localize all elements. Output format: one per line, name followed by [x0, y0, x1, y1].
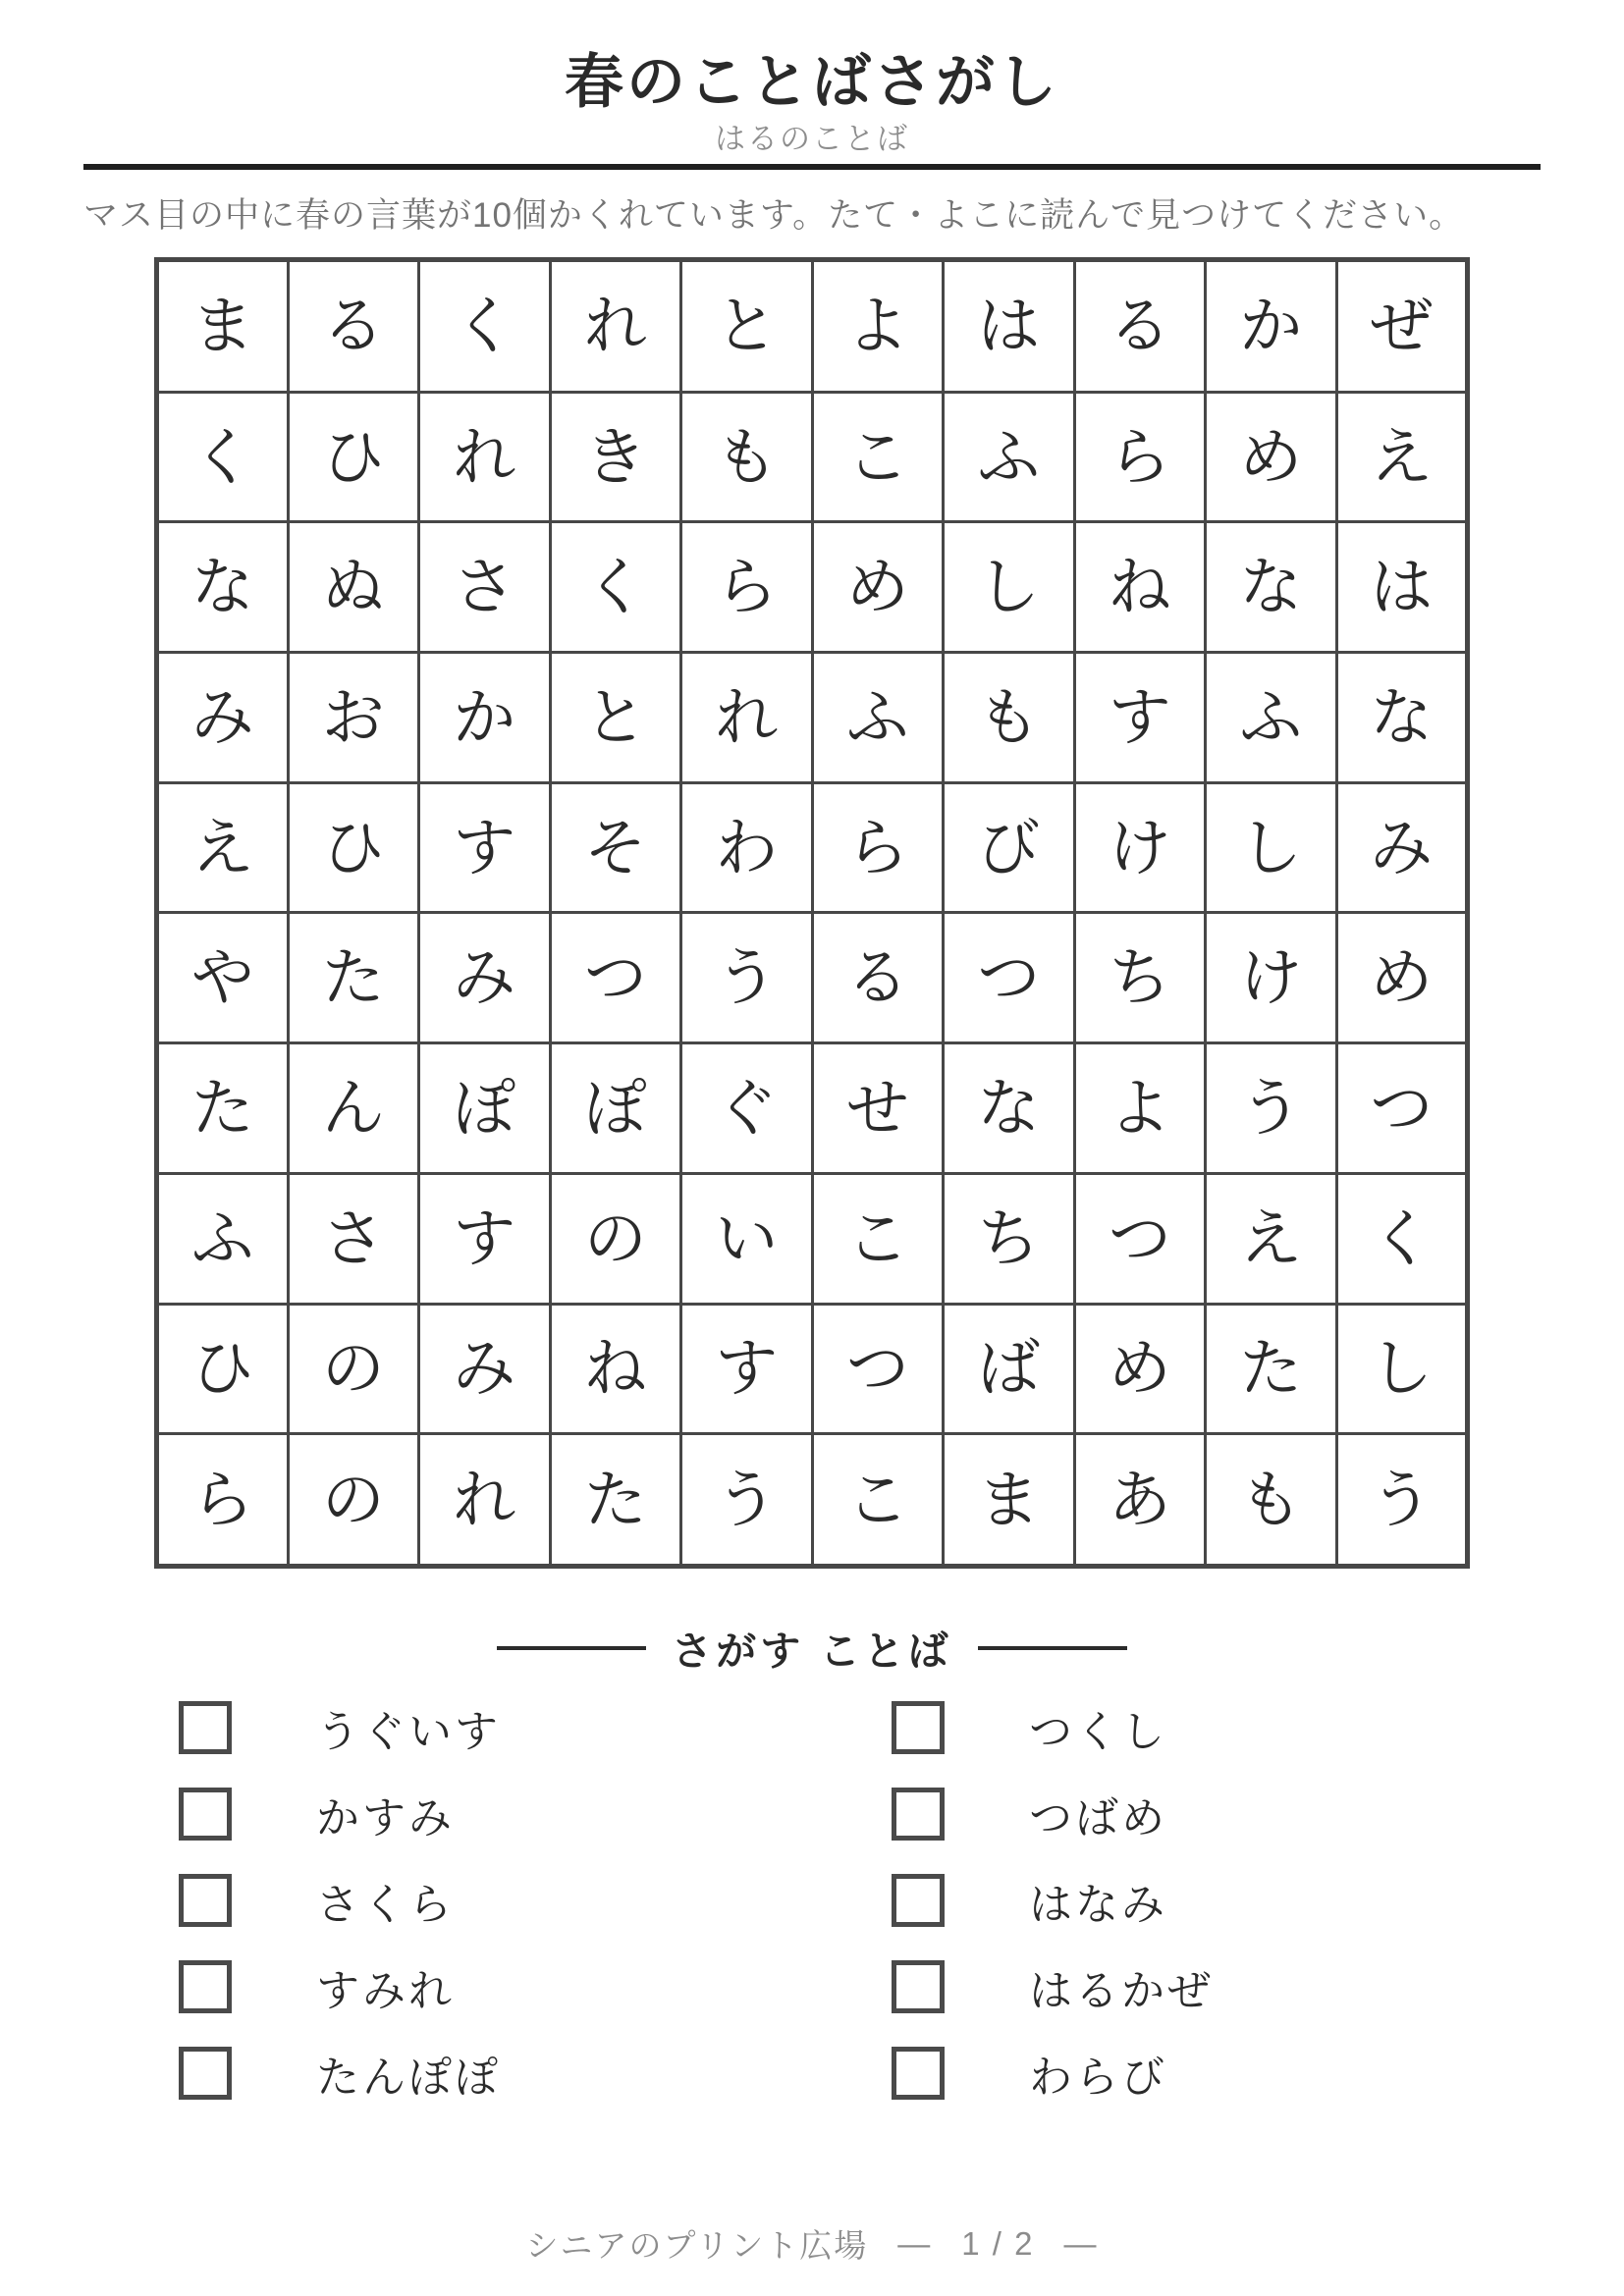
grid-cell[interactable]: る — [288, 260, 419, 393]
grid-cell[interactable]: み — [1336, 782, 1468, 913]
grid-cell[interactable]: ん — [288, 1043, 419, 1174]
grid-cell[interactable]: ふ — [944, 392, 1075, 522]
grid-cell[interactable]: つ — [812, 1304, 944, 1434]
grid-cell[interactable]: え — [1206, 1173, 1337, 1304]
grid-cell[interactable]: く — [550, 522, 681, 653]
grid-cell[interactable]: ぐ — [681, 1043, 813, 1174]
grid-cell[interactable]: ぬ — [288, 522, 419, 653]
grid-cell[interactable]: な — [157, 522, 289, 653]
grid-cell[interactable]: み — [157, 653, 289, 783]
word-list-item — [892, 1788, 1624, 1841]
grid-cell[interactable]: み — [419, 1304, 551, 1434]
grid-cell[interactable]: け — [1074, 782, 1206, 913]
grid-cell[interactable]: ふ — [812, 653, 944, 783]
grid-cell[interactable]: く — [157, 392, 289, 522]
grid-cell[interactable]: ら — [1074, 392, 1206, 522]
word-list-item — [179, 1960, 892, 2013]
heading-line-left — [497, 1646, 646, 1650]
grid-cell[interactable]: せ — [812, 1043, 944, 1174]
grid-cell[interactable]: さ — [419, 522, 551, 653]
grid-cell[interactable]: れ — [550, 260, 681, 393]
heading-line-right — [978, 1646, 1127, 1650]
grid-row — [157, 1434, 1468, 1567]
grid-cell[interactable]: れ — [419, 1434, 551, 1567]
footer-dash-left: — — [897, 2224, 933, 2262]
grid-cell[interactable]: さ — [288, 1173, 419, 1304]
grid-cell[interactable]: も — [681, 392, 813, 522]
word-label: はなみ — [1029, 1881, 1167, 1929]
grid-cell[interactable]: ぽ — [419, 1043, 551, 1174]
word-label: うぐいす — [316, 1708, 501, 1756]
grid-cell[interactable]: よ — [1074, 1043, 1206, 1174]
word-list-item — [179, 2047, 892, 2100]
grid-row — [157, 260, 1468, 393]
word-checkbox[interactable] — [892, 2047, 945, 2100]
grid-cell[interactable]: た — [157, 1043, 289, 1174]
page-title: 春のことばさがし — [565, 49, 1059, 115]
grid-cell[interactable]: る — [812, 913, 944, 1043]
grid-cell[interactable]: の — [288, 1434, 419, 1567]
grid-cell[interactable]: ら — [812, 782, 944, 913]
grid-cell[interactable]: そ — [550, 782, 681, 913]
grid-cell[interactable]: も — [944, 653, 1075, 783]
word-list-column-right — [892, 1701, 1624, 2133]
grid-cell[interactable]: め — [1206, 392, 1337, 522]
grid-cell[interactable]: え — [1336, 392, 1468, 522]
grid-cell[interactable]: か — [419, 653, 551, 783]
word-checkbox[interactable] — [179, 2047, 232, 2100]
grid-cell[interactable]: ら — [157, 1434, 289, 1567]
word-checkbox[interactable] — [179, 1788, 232, 1841]
word-list-item — [892, 1701, 1624, 1754]
word-list-column-left — [179, 1701, 892, 2133]
word-list-item — [179, 1788, 892, 1841]
word-checkbox[interactable] — [179, 1701, 232, 1754]
grid-cell[interactable]: な — [1336, 653, 1468, 783]
grid-cell[interactable]: ひ — [157, 1304, 289, 1434]
grid-row — [157, 913, 1468, 1043]
grid-cell[interactable]: た — [288, 913, 419, 1043]
grid-cell[interactable]: す — [419, 782, 551, 913]
grid-cell[interactable]: な — [944, 1043, 1075, 1174]
grid-cell[interactable]: み — [419, 913, 551, 1043]
word-checkbox[interactable] — [892, 1701, 945, 1754]
grid-row — [157, 1043, 1468, 1174]
word-label: さくら — [316, 1881, 455, 1929]
grid-cell[interactable]: あ — [1074, 1434, 1206, 1567]
word-checkbox[interactable] — [892, 1874, 945, 1927]
grid-cell[interactable]: つ — [1336, 1043, 1468, 1174]
word-label: かすみ — [316, 1794, 455, 1842]
grid-cell[interactable]: ま — [944, 1434, 1075, 1567]
grid-cell[interactable]: ひ — [288, 392, 419, 522]
word-checkbox[interactable] — [179, 1874, 232, 1927]
grid-cell[interactable]: ち — [1074, 913, 1206, 1043]
grid-cell[interactable]: ら — [681, 522, 813, 653]
header-divider — [83, 164, 1541, 170]
grid-cell[interactable]: は — [944, 260, 1075, 393]
grid-cell[interactable]: つ — [1074, 1173, 1206, 1304]
grid-row — [157, 782, 1468, 913]
footer-site-name: シニアのプリント広場 — [525, 2227, 869, 2264]
grid-cell[interactable]: ふ — [157, 1173, 289, 1304]
grid-cell[interactable]: と — [681, 260, 813, 393]
grid-row — [157, 522, 1468, 653]
grid-cell[interactable]: れ — [419, 392, 551, 522]
grid-cell[interactable]: た — [1206, 1304, 1337, 1434]
grid-cell[interactable]: わ — [681, 782, 813, 913]
grid-cell[interactable]: め — [1074, 1304, 1206, 1434]
grid-cell[interactable]: ば — [944, 1304, 1075, 1434]
grid-cell[interactable]: な — [1206, 522, 1337, 653]
grid-cell[interactable]: し — [944, 522, 1075, 653]
grid-row — [157, 1173, 1468, 1304]
word-label: すみれ — [316, 1967, 455, 2015]
grid-cell[interactable]: め — [812, 522, 944, 653]
grid-cell[interactable]: た — [550, 1434, 681, 1567]
word-label: わらび — [1029, 2054, 1167, 2102]
grid-cell[interactable]: お — [288, 653, 419, 783]
word-label: たんぽぽ — [316, 2054, 501, 2102]
grid-cell[interactable]: び — [944, 782, 1075, 913]
word-list-item — [892, 1874, 1624, 1927]
grid-cell[interactable]: け — [1206, 913, 1337, 1043]
word-list — [179, 1701, 1624, 2133]
search-words-header — [0, 1619, 1624, 1677]
word-list-item — [179, 1701, 892, 1754]
footer — [0, 2220, 1624, 2267]
search-words-heading: さがす ことば — [672, 1629, 952, 1674]
word-list-item — [179, 1874, 892, 1927]
footer-page-number: 1 / 2 — [961, 2224, 1035, 2262]
word-search-grid — [154, 257, 1470, 1569]
grid-cell[interactable]: う — [681, 1434, 813, 1567]
footer-dash-right: — — [1063, 2224, 1099, 2262]
grid-cell[interactable]: と — [550, 653, 681, 783]
grid-cell[interactable]: こ — [812, 1173, 944, 1304]
grid-cell[interactable]: ま — [157, 260, 289, 393]
grid-cell[interactable]: や — [157, 913, 289, 1043]
grid-cell[interactable]: き — [550, 392, 681, 522]
word-label: つばめ — [1029, 1794, 1167, 1842]
grid-cell[interactable]: よ — [812, 260, 944, 393]
word-label: はるかぜ — [1029, 1967, 1214, 2015]
grid-cell[interactable]: す — [681, 1304, 813, 1434]
grid-cell[interactable]: つ — [550, 913, 681, 1043]
grid-cell[interactable]: ぽ — [550, 1043, 681, 1174]
grid-cell[interactable]: く — [1336, 1173, 1468, 1304]
grid-cell[interactable]: い — [681, 1173, 813, 1304]
grid-cell[interactable]: の — [550, 1173, 681, 1304]
grid-cell[interactable]: ふ — [1206, 653, 1337, 783]
word-checkbox[interactable] — [892, 1788, 945, 1841]
grid-cell[interactable]: え — [157, 782, 289, 913]
grid-cell[interactable]: か — [1206, 260, 1337, 393]
grid-cell[interactable]: も — [1206, 1434, 1337, 1567]
grid-cell[interactable]: ね — [1074, 522, 1206, 653]
grid-cell[interactable]: す — [1074, 653, 1206, 783]
grid-cell[interactable]: ち — [944, 1173, 1075, 1304]
word-list-item — [892, 1960, 1624, 2013]
grid-cell[interactable]: う — [681, 913, 813, 1043]
grid-cell[interactable]: こ — [812, 1434, 944, 1567]
grid-cell[interactable]: う — [1336, 1434, 1468, 1567]
page-subtitle: はるのことば — [715, 122, 909, 156]
grid-cell[interactable]: す — [419, 1173, 551, 1304]
word-checkbox[interactable] — [892, 1960, 945, 2013]
grid-cell[interactable]: こ — [812, 392, 944, 522]
grid-cell[interactable]: の — [288, 1304, 419, 1434]
word-checkbox[interactable] — [179, 1960, 232, 2013]
grid-cell[interactable]: ひ — [288, 782, 419, 913]
word-list-item — [892, 2047, 1624, 2100]
grid-cell[interactable]: う — [1206, 1043, 1337, 1174]
grid-cell[interactable]: れ — [681, 653, 813, 783]
instruction-text: マス目の中に春の言葉が10個かくれています。たて・よこに読んで見つけてください。 — [83, 196, 1465, 235]
grid-cell[interactable]: つ — [944, 913, 1075, 1043]
grid-cell[interactable]: は — [1336, 522, 1468, 653]
grid-cell[interactable]: め — [1336, 913, 1468, 1043]
word-label: つくし — [1029, 1708, 1167, 1756]
grid-row — [157, 653, 1468, 783]
grid-cell[interactable]: し — [1206, 782, 1337, 913]
grid-cell[interactable]: し — [1336, 1304, 1468, 1434]
grid-cell[interactable]: く — [419, 260, 551, 393]
grid-row — [157, 1304, 1468, 1434]
grid-cell[interactable]: ぜ — [1336, 260, 1468, 393]
grid-cell[interactable]: る — [1074, 260, 1206, 393]
grid-row — [157, 392, 1468, 522]
grid-cell[interactable]: ね — [550, 1304, 681, 1434]
